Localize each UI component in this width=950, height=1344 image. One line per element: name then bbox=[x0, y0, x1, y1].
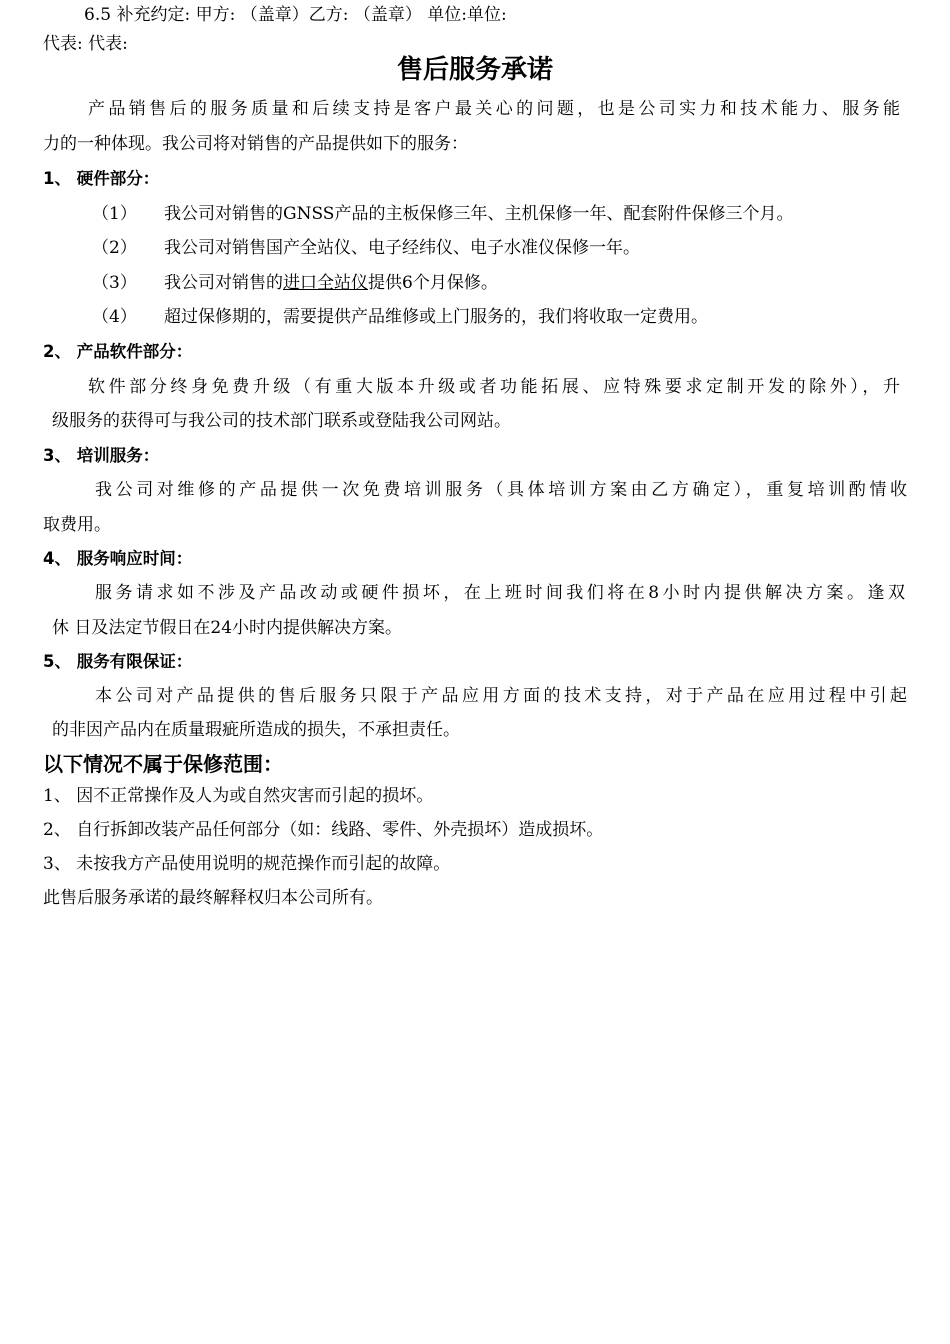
response-line-2: 休 日及法定节假日在24小时内提供解决方案。 bbox=[52, 618, 403, 638]
hardware-item-text-before: 我公司对销售的 bbox=[164, 273, 283, 293]
section-heading-training: 3、 培训服务： bbox=[43, 446, 160, 465]
training-line-1: 我公司对维修的产品提供一次免费培训服务（具体培训方案由乙方确定），重复培训酌情收 bbox=[95, 480, 907, 500]
guarantee-line-1: 本公司对产品提供的售后服务只限于产品应用方面的技术支持，对于产品在应用过程中引起 bbox=[95, 686, 907, 706]
software-line-2: 级服务的获得可与我公司的技术部门联系或登陆我公司网站。 bbox=[52, 411, 511, 431]
hardware-item-text: 我公司对销售国产全站仪、电子经纬仪、电子水准仪保修一年。 bbox=[164, 238, 640, 258]
hardware-item-text bbox=[164, 271, 498, 295]
section-heading-limited-guarantee: 5、 服务有限保证： bbox=[43, 652, 193, 671]
training-line-2: 取费用。 bbox=[43, 515, 111, 535]
exclusion-item: 1、 因不正常操作及人为或自然灾害而引起的损坏。 bbox=[43, 786, 434, 806]
hardware-item-number: （4） bbox=[92, 307, 137, 327]
page-title: 售后服务承诺 bbox=[396, 55, 553, 85]
section-heading-software: 2、 产品软件部分： bbox=[43, 342, 193, 361]
exclusion-item: 3、 未按我方产品使用说明的规范操作而引起的故障。 bbox=[43, 854, 451, 874]
hardware-item-text: 超过保修期的，需要提供产品维修或上门服务的，我们将收取一定费用。 bbox=[164, 307, 708, 327]
section-heading-response-time: 4、 服务响应时间： bbox=[43, 549, 193, 568]
hardware-item-number: （2） bbox=[92, 238, 137, 258]
representative-line: 代表: 代表: bbox=[43, 34, 128, 54]
response-line-1: 服务请求如不涉及产品改动或硬件损坏，在上班时间我们将在8小时内提供解决方案。逢双 bbox=[95, 583, 905, 603]
section-heading-hardware: 1、 硬件部分： bbox=[43, 169, 160, 188]
hardware-item-text: 我公司对销售的GNSS产品的主板保修三年、主机保修一年、配套附件保修三个月。 bbox=[164, 204, 794, 224]
hardware-item-text-after: 提供6个月保修。 bbox=[368, 273, 498, 293]
hardware-item-number: （3） bbox=[92, 273, 137, 293]
closing-statement: 此售后服务承诺的最终解释权归本公司所有。 bbox=[43, 888, 383, 908]
intro-line-1: 产品销售后的服务质量和后续支持是客户最关心的问题，也是公司实力和技术能力、服务能 bbox=[88, 99, 900, 119]
exclusion-item: 2、 自行拆卸改装产品任何部分（如：线路、零件、外壳损坏）造成损坏。 bbox=[43, 820, 604, 840]
software-line-1: 软件部分终身免费升级（有重大版本升级或者功能拓展、应特殊要求定制开发的除外），升 bbox=[88, 377, 900, 397]
exclusions-heading: 以下情况不属于保修范围： bbox=[43, 752, 283, 776]
hardware-item-number: （1） bbox=[92, 204, 137, 224]
imported-total-station-underlined: 进口全站仪 bbox=[283, 273, 368, 293]
guarantee-line-2: 的非因产品内在质量瑕疵所造成的损失，不承担责任。 bbox=[52, 720, 460, 740]
supplement-agreement-line: 6.5 补充约定: 甲方: （盖章）乙方: （盖章） 单位:单位: bbox=[84, 5, 507, 25]
intro-line-2: 力的一种体现。我公司将对销售的产品提供如下的服务： bbox=[43, 134, 468, 154]
